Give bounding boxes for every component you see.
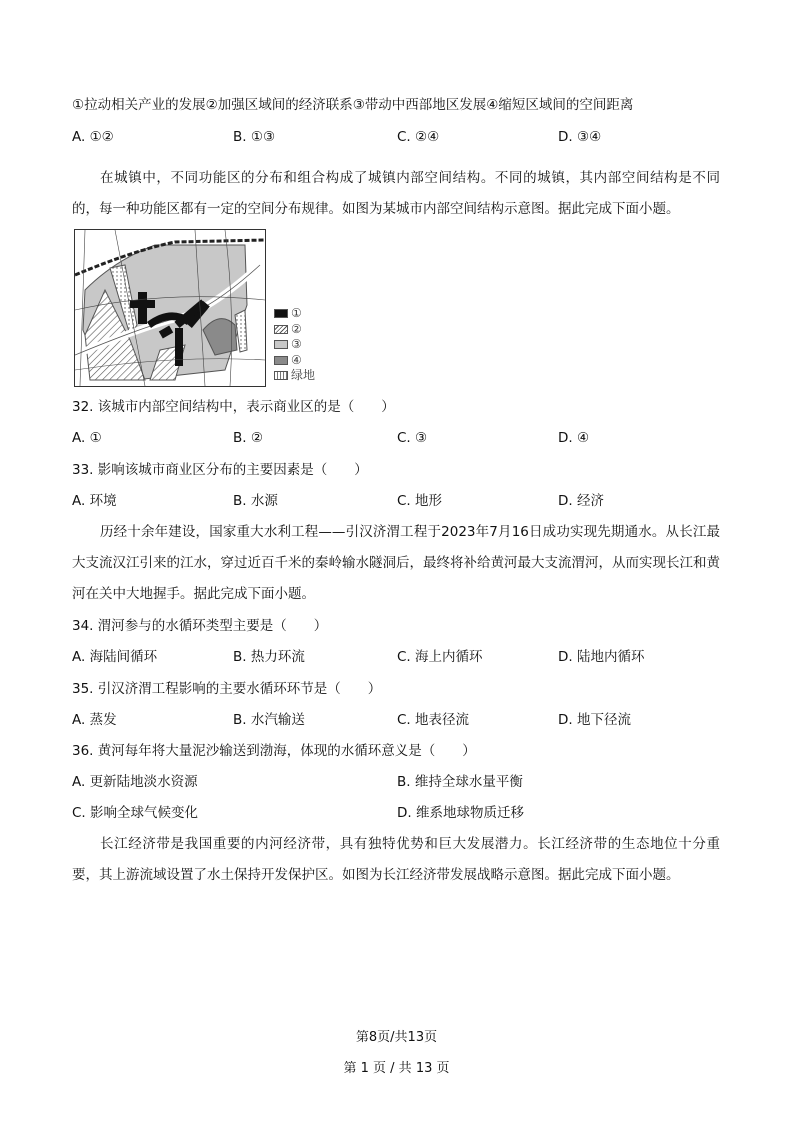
option-b: B. ①③	[233, 129, 276, 145]
intro-city-structure: 在城镇中，不同功能区的分布和组合构成了城镇内部空间结构。不同的城镇，其内部空间结构是不同的，每一种功能区都有一定的空间分布规律。如图为某城市内部空间结构示意图。据此完成下面小题。	[72, 170, 720, 217]
q36-option-d: D. 维系地球物质迁移	[397, 805, 524, 821]
swatch-zone2-icon	[274, 325, 288, 334]
outer-page-number: 第 1 页 / 共 13 页	[343, 1061, 450, 1076]
map-legend	[274, 306, 315, 384]
legend-item-2: ②	[274, 322, 315, 338]
q33-option-d: D. 经济	[558, 493, 604, 509]
q36-option-a: A. 更新陆地淡水资源	[72, 774, 198, 790]
city-structure-map	[74, 229, 266, 387]
q32-option-c: C. ③	[397, 430, 428, 446]
q36-option-c: C. 影响全球气候变化	[72, 805, 199, 821]
swatch-zone3-icon	[274, 340, 288, 349]
legend-item-1: ①	[274, 306, 315, 322]
q35-option-a: A. 蒸发	[72, 712, 117, 728]
q33-option-a: A. 环境	[72, 493, 117, 509]
option-d: D. ③④	[558, 129, 602, 145]
legend-item-4: ④	[274, 353, 315, 369]
q32-option-a: A. ①	[72, 430, 102, 446]
question-34: 34. 渭河参与的水循环类型主要是（ ）	[72, 618, 328, 634]
inner-page-number: 第8页/共13页	[355, 1030, 438, 1045]
q34-option-a: A. 海陆间循环	[72, 649, 158, 665]
legend-item-3: ③	[274, 337, 315, 353]
q36-option-b: B. 维持全球水量平衡	[397, 774, 523, 790]
q34-option-c: C. 海上内循环	[397, 649, 483, 665]
q33-option-b: B. 水源	[233, 493, 278, 509]
prev-question-statement: ①拉动相关产业的发展②加强区域间的经济联系③带动中西部地区发展④缩短区域间的空间距离	[72, 97, 634, 113]
q35-option-d: D. 地下径流	[558, 712, 631, 728]
q34-option-b: B. 热力环流	[233, 649, 305, 665]
intro-water-transfer: 历经十余年建设，国家重大水利工程——引汉济渭工程于2023年7月16日成功实现先期通水。从长江最大支流汉江引来的江水，穿过近百千米的秦岭输水隧洞后，最终将补给黄河最大支流渭河，从而实现长江和黄河在关中大地握手。据此完成下面小题。	[72, 524, 720, 602]
q35-option-c: C. 地表径流	[397, 712, 470, 728]
swatch-green-icon	[274, 371, 288, 380]
question-35: 35. 引汉济渭工程影响的主要水循环环节是（ ）	[72, 681, 382, 697]
intro-yangtze-belt: 长江经济带是我国重要的内河经济带，具有独特优势和巨大发展潜力。长江经济带的生态地位十分重要，其上游流域设置了水土保持开发保护区。如图为长江经济带发展战略示意图。据此完成下面小题。	[72, 836, 720, 883]
swatch-zone4-icon	[274, 356, 288, 365]
option-a: A. ①②	[72, 129, 114, 145]
q32-option-b: B. ②	[233, 430, 263, 446]
q32-option-d: D. ④	[558, 430, 590, 446]
q34-option-d: D. 陆地内循环	[558, 649, 645, 665]
q33-option-c: C. 地形	[397, 493, 443, 509]
question-33: 33. 影响该城市商业区分布的主要因素是（ ）	[72, 462, 368, 478]
legend-item-green: 绿地	[274, 368, 315, 384]
option-c: C. ②④	[397, 129, 440, 145]
question-32: 32. 该城市内部空间结构中，表示商业区的是（ ）	[72, 399, 395, 415]
swatch-zone1-icon	[274, 309, 288, 318]
question-36: 36. 黄河每年将大量泥沙输送到渤海，体现的水循环意义是（ ）	[72, 743, 476, 759]
q35-option-b: B. 水汽输送	[233, 712, 305, 728]
